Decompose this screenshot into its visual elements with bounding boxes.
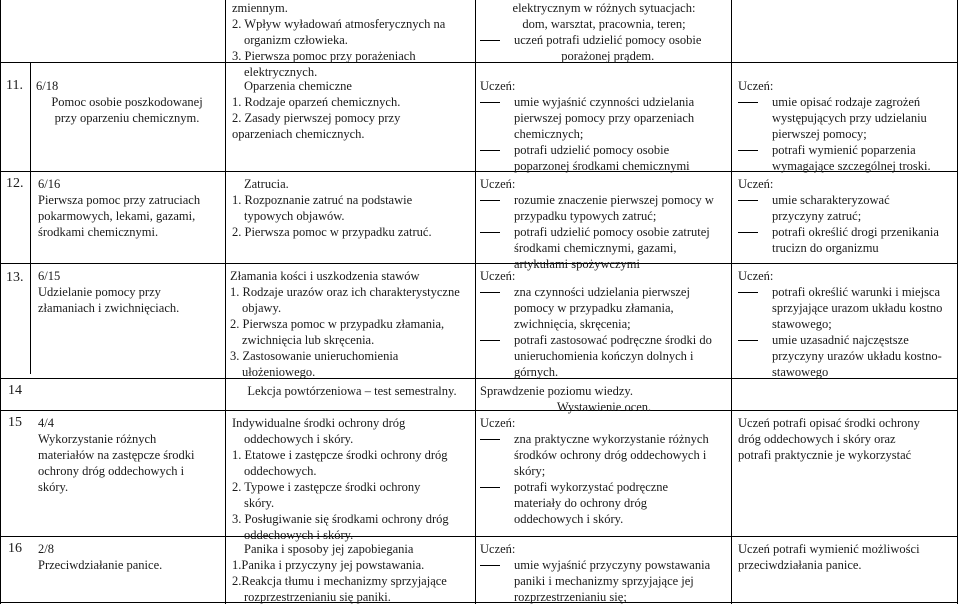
basic-requirements bbox=[480, 78, 728, 174]
content-line: Oparzenia chemiczne bbox=[244, 79, 352, 93]
requirement-text: artykułami spożywczymi bbox=[514, 257, 641, 271]
basic-requirements bbox=[480, 415, 728, 527]
requirement-text: potrafi udzielić pomocy osobie bbox=[514, 143, 670, 157]
requirement-text: materiały do ochrony dróg bbox=[514, 496, 647, 510]
lesson-number: 16 bbox=[8, 541, 22, 556]
content-line: 2. Pierwsza pomoc w przypadku zatruć. bbox=[232, 225, 432, 239]
requirement-text: potrafi wymienić poparzenia bbox=[772, 143, 916, 157]
dash-bullet bbox=[480, 200, 500, 201]
requirement-text: potrafi określić drogi przenikania bbox=[772, 225, 939, 239]
requirement-text: stawowego; bbox=[772, 317, 832, 331]
requirement-text: umie scharakteryzować bbox=[772, 193, 890, 207]
requirement-item bbox=[738, 142, 954, 174]
lesson-topic bbox=[38, 268, 224, 316]
extended-requirements bbox=[738, 176, 954, 256]
lesson-topic bbox=[38, 541, 224, 573]
content-line: 1.Panika i przyczyny jej powstawania. bbox=[232, 558, 425, 572]
content-line: typowych objawów. bbox=[244, 209, 345, 223]
requirement-lead: Uczeń: bbox=[480, 79, 516, 93]
requirement-line: dróg oddechowych i skóry oraz bbox=[738, 432, 896, 446]
content-line: 1. Rodzaje urazów oraz ich charakterystyczne bbox=[230, 285, 460, 299]
dash-bullet bbox=[738, 292, 758, 293]
column-divider bbox=[475, 0, 476, 604]
lesson-number: 14 bbox=[8, 383, 22, 398]
requirement-item bbox=[738, 224, 954, 256]
content-line: zwichnięcia lub skręcenia. bbox=[242, 333, 375, 347]
dash-bullet bbox=[738, 150, 758, 151]
requirement-text: wymagające szczególnej troski. bbox=[772, 159, 931, 173]
requirement-line: Sprawdzenie poziomu wiedzy. bbox=[480, 384, 633, 398]
topic-line: 6/18 bbox=[36, 79, 59, 93]
requirement-text: przypadku typowych zatruć; bbox=[514, 209, 657, 223]
requirement-text: oddechowych i skóry. bbox=[514, 512, 624, 526]
requirement-text: umie wyjaśnić przyczyny powstawania bbox=[514, 558, 711, 572]
requirement-text: pomocy w przypadku złamania, bbox=[514, 301, 674, 315]
content-line: skóry. bbox=[244, 496, 275, 510]
row-divider bbox=[0, 410, 958, 411]
requirement-text: rozumie znaczenie pierwszej pomocy w bbox=[514, 193, 714, 207]
content-line: organizm człowieka. bbox=[244, 33, 348, 47]
row-divider bbox=[0, 62, 958, 63]
requirement-text: skóry; bbox=[514, 464, 546, 478]
table-border-bottom bbox=[0, 602, 958, 603]
requirement-item bbox=[480, 332, 728, 380]
extended-requirements bbox=[738, 541, 954, 573]
requirement-item bbox=[480, 142, 728, 174]
extended-requirements bbox=[738, 78, 954, 174]
requirement-item bbox=[480, 557, 728, 605]
content-line: 1. Etatowe i zastępcze środki ochrony dróg bbox=[232, 448, 448, 462]
lesson-content bbox=[232, 541, 472, 605]
topic-line: ochrony dróg oddechowych i bbox=[38, 464, 185, 478]
lesson-content bbox=[232, 415, 472, 543]
requirement-text: paniki i mechanizmy sprzyjające jej bbox=[514, 574, 694, 588]
content-line: elektrycznych. bbox=[244, 65, 318, 79]
topic-line: złamaniach i zwichnięciach. bbox=[38, 301, 180, 315]
dash-bullet bbox=[480, 487, 500, 488]
requirement-line: przeciwdziałania panice. bbox=[738, 558, 862, 572]
requirement-text: zwichnięcia, skręcenia; bbox=[514, 317, 631, 331]
requirement-item bbox=[480, 32, 728, 64]
requirement-text: środkami chemicznymi, gazami, bbox=[514, 241, 677, 255]
requirement-lead: Uczeń: bbox=[738, 269, 774, 283]
table-border-left bbox=[0, 0, 1, 604]
content-line: Zatrucia. bbox=[244, 177, 289, 191]
dash-bullet bbox=[480, 232, 500, 233]
requirement-line: dom, warsztat, pracownia, teren; bbox=[522, 17, 686, 31]
content-line: 2. Pierwsza pomoc w przypadku złamania, bbox=[230, 317, 445, 331]
requirement-item bbox=[480, 224, 728, 272]
topic-line: środkami chemicznymi. bbox=[38, 225, 159, 239]
basic-requirements bbox=[480, 383, 728, 415]
requirement-text: umie opisać rodzaje zagrożeń bbox=[772, 95, 921, 109]
requirement-line: Uczeń potrafi wymienić możliwości bbox=[738, 542, 920, 556]
basic-requirements bbox=[480, 268, 728, 380]
dash-bullet bbox=[738, 232, 758, 233]
lesson-topic bbox=[32, 78, 222, 126]
requirement-lead: elektrycznym w różnych sytuacjach: bbox=[512, 1, 696, 15]
lesson-content bbox=[232, 0, 472, 80]
content-line: oparzeniach chemicznych. bbox=[232, 127, 365, 141]
requirement-item bbox=[480, 192, 728, 224]
topic-line: 4/4 bbox=[38, 416, 54, 430]
requirement-item bbox=[738, 332, 954, 380]
topic-line: 2/8 bbox=[38, 542, 54, 556]
requirement-line: Wystawienie ocen. bbox=[556, 400, 652, 414]
requirement-text: występujących przy udzielaniu bbox=[772, 111, 927, 125]
content-line: 1. Rozpoznanie zatruć na podstawie bbox=[232, 193, 413, 207]
column-divider bbox=[225, 0, 226, 604]
content-line: 3. Zastosowanie unieruchomienia bbox=[230, 349, 399, 363]
lesson-topic bbox=[38, 415, 224, 495]
content-line: 3. Posługiwanie się środkami ochrony dróg bbox=[232, 512, 449, 526]
requirement-text: stawowego bbox=[772, 365, 829, 379]
dash-bullet bbox=[738, 200, 758, 201]
requirement-lead: Uczeń: bbox=[480, 416, 516, 430]
content-line: 2. Wpływ wyładowań atmosferycznych na bbox=[232, 17, 446, 31]
content-line: rozprzestrzenianiu się paniki. bbox=[244, 590, 391, 604]
basic-requirements bbox=[480, 541, 728, 605]
requirement-text: pierwszej pomocy; bbox=[772, 127, 867, 141]
column-divider bbox=[30, 62, 31, 374]
content-line: 2. Typowe i zastępcze środki ochrony bbox=[232, 480, 421, 494]
requirement-text: pierwszej pomocy przy oparzeniach bbox=[514, 111, 695, 125]
requirement-lead: Uczeń: bbox=[480, 269, 516, 283]
requirement-item bbox=[480, 94, 728, 142]
topic-line: pokarmowych, lekami, gazami, bbox=[38, 209, 196, 223]
dash-bullet bbox=[480, 150, 500, 151]
requirement-text: przyczyny urazów układu kostno- bbox=[772, 349, 942, 363]
content-line: oddechowych i skóry. bbox=[244, 528, 354, 542]
extended-requirements bbox=[738, 415, 954, 463]
topic-line: 6/16 bbox=[38, 177, 61, 191]
content-line: oddechowych. bbox=[244, 464, 317, 478]
content-line: 1. Rodzaje oparzeń chemicznych. bbox=[232, 95, 401, 109]
requirement-lead: Uczeń: bbox=[480, 177, 516, 191]
lesson-content bbox=[230, 268, 474, 380]
requirement-item bbox=[480, 431, 728, 479]
lesson-number: 15 bbox=[8, 415, 22, 430]
content-line: objawy. bbox=[242, 301, 282, 315]
lesson-number: 13. bbox=[6, 270, 24, 285]
dash-bullet bbox=[738, 102, 758, 103]
requirement-text: trucizn do organizmu bbox=[772, 241, 879, 255]
lesson-content bbox=[232, 383, 472, 399]
basic-requirements bbox=[480, 176, 728, 272]
requirement-text: porażonej prądem. bbox=[561, 49, 655, 63]
lesson-number: 12. bbox=[6, 176, 24, 191]
lesson-content bbox=[232, 78, 472, 142]
topic-line: 6/15 bbox=[38, 269, 61, 283]
dash-bullet bbox=[480, 439, 500, 440]
dash-bullet bbox=[480, 565, 500, 566]
requirement-text: potrafi zastosować podręczne środki do bbox=[514, 333, 712, 347]
requirement-item bbox=[480, 284, 728, 332]
dash-bullet bbox=[738, 340, 758, 341]
row-divider bbox=[0, 536, 958, 537]
requirement-text: zna czynności udzielania pierwszej bbox=[514, 285, 690, 299]
topic-line: Wykorzystanie różnych bbox=[38, 432, 157, 446]
requirement-item bbox=[480, 479, 728, 527]
dash-bullet bbox=[480, 340, 500, 341]
requirement-text: przyczyny zatruć; bbox=[772, 209, 862, 223]
row-divider bbox=[0, 263, 958, 264]
requirement-text: potrafi wykorzystać podręczne bbox=[514, 480, 669, 494]
content-line: 2. Zasady pierwszej pomocy przy bbox=[232, 111, 401, 125]
requirement-text: górnych. bbox=[514, 365, 559, 379]
content-line: Lekcja powtórzeniowa – test semestralny. bbox=[247, 384, 457, 398]
topic-line: Przeciwdziałanie panice. bbox=[38, 558, 163, 572]
requirement-line: potrafi praktycznie je wykorzystać bbox=[738, 448, 912, 462]
lesson-number: 11. bbox=[6, 78, 23, 93]
requirement-text: potrafi określić warunki i miejsca bbox=[772, 285, 940, 299]
requirement-lead: Uczeń: bbox=[480, 542, 516, 556]
content-line: Indywidualne środki ochrony dróg bbox=[232, 416, 406, 430]
requirement-lead: Uczeń: bbox=[738, 177, 774, 191]
requirement-text: poparzonej środkami chemicznymi bbox=[514, 159, 690, 173]
topic-line: Pomoc osobie poszkodowanej bbox=[51, 95, 203, 109]
requirement-lead: Uczeń: bbox=[738, 79, 774, 93]
content-line: ułożeniowego. bbox=[242, 365, 316, 379]
topic-line: Udzielanie pomocy przy bbox=[38, 285, 161, 299]
requirement-item bbox=[738, 284, 954, 332]
column-divider bbox=[731, 0, 732, 604]
content-line: 2.Reakcja tłumu i mechanizmy sprzyjające bbox=[232, 574, 447, 588]
lesson-topic bbox=[38, 176, 224, 240]
content-line: oddechowych i skóry. bbox=[244, 432, 354, 446]
requirement-item bbox=[738, 94, 954, 142]
topic-line: materiałów na zastępcze środki bbox=[38, 448, 195, 462]
table-border-right bbox=[957, 0, 958, 604]
extended-requirements bbox=[738, 268, 954, 380]
dash-bullet bbox=[480, 102, 500, 103]
requirement-text: chemicznych; bbox=[514, 127, 584, 141]
topic-line: Pierwsza pomoc przy zatruciach bbox=[38, 193, 201, 207]
requirement-text: potrafi udzielić pomocy osobie zatrutej bbox=[514, 225, 710, 239]
requirement-text: umie uzasadnić najczęstsze bbox=[772, 333, 909, 347]
content-line: zmiennym. bbox=[232, 1, 288, 15]
requirement-item bbox=[738, 192, 954, 224]
requirement-line: Uczeń potrafi opisać środki ochrony bbox=[738, 416, 920, 430]
topic-line: przy oparzeniu chemicznym. bbox=[54, 111, 200, 125]
content-line: Panika i sposoby jej zapobiegania bbox=[244, 542, 414, 556]
content-line: Złamania kości i uszkodzenia stawów bbox=[230, 269, 420, 283]
requirement-text: środków ochrony dróg oddechowych i bbox=[514, 448, 707, 462]
content-line: 3. Pierwsza pomoc przy porażeniach bbox=[232, 49, 416, 63]
dash-bullet bbox=[480, 292, 500, 293]
requirement-text: sprzyjające urazom układu kostno bbox=[772, 301, 943, 315]
lesson-content bbox=[232, 176, 472, 240]
topic-line: skóry. bbox=[38, 480, 69, 494]
requirement-text: umie wyjaśnić czynności udzielania bbox=[514, 95, 695, 109]
dash-bullet bbox=[480, 40, 500, 41]
requirement-text: uczeń potrafi udzielić pomocy osobie bbox=[514, 33, 702, 47]
requirement-text: zna praktyczne wykorzystanie różnych bbox=[514, 432, 709, 446]
basic-requirements bbox=[480, 0, 728, 64]
requirement-text: rozprzestrzenianiu się; bbox=[514, 590, 627, 604]
requirement-text: unieruchomienia kończyn dolnych i bbox=[514, 349, 694, 363]
